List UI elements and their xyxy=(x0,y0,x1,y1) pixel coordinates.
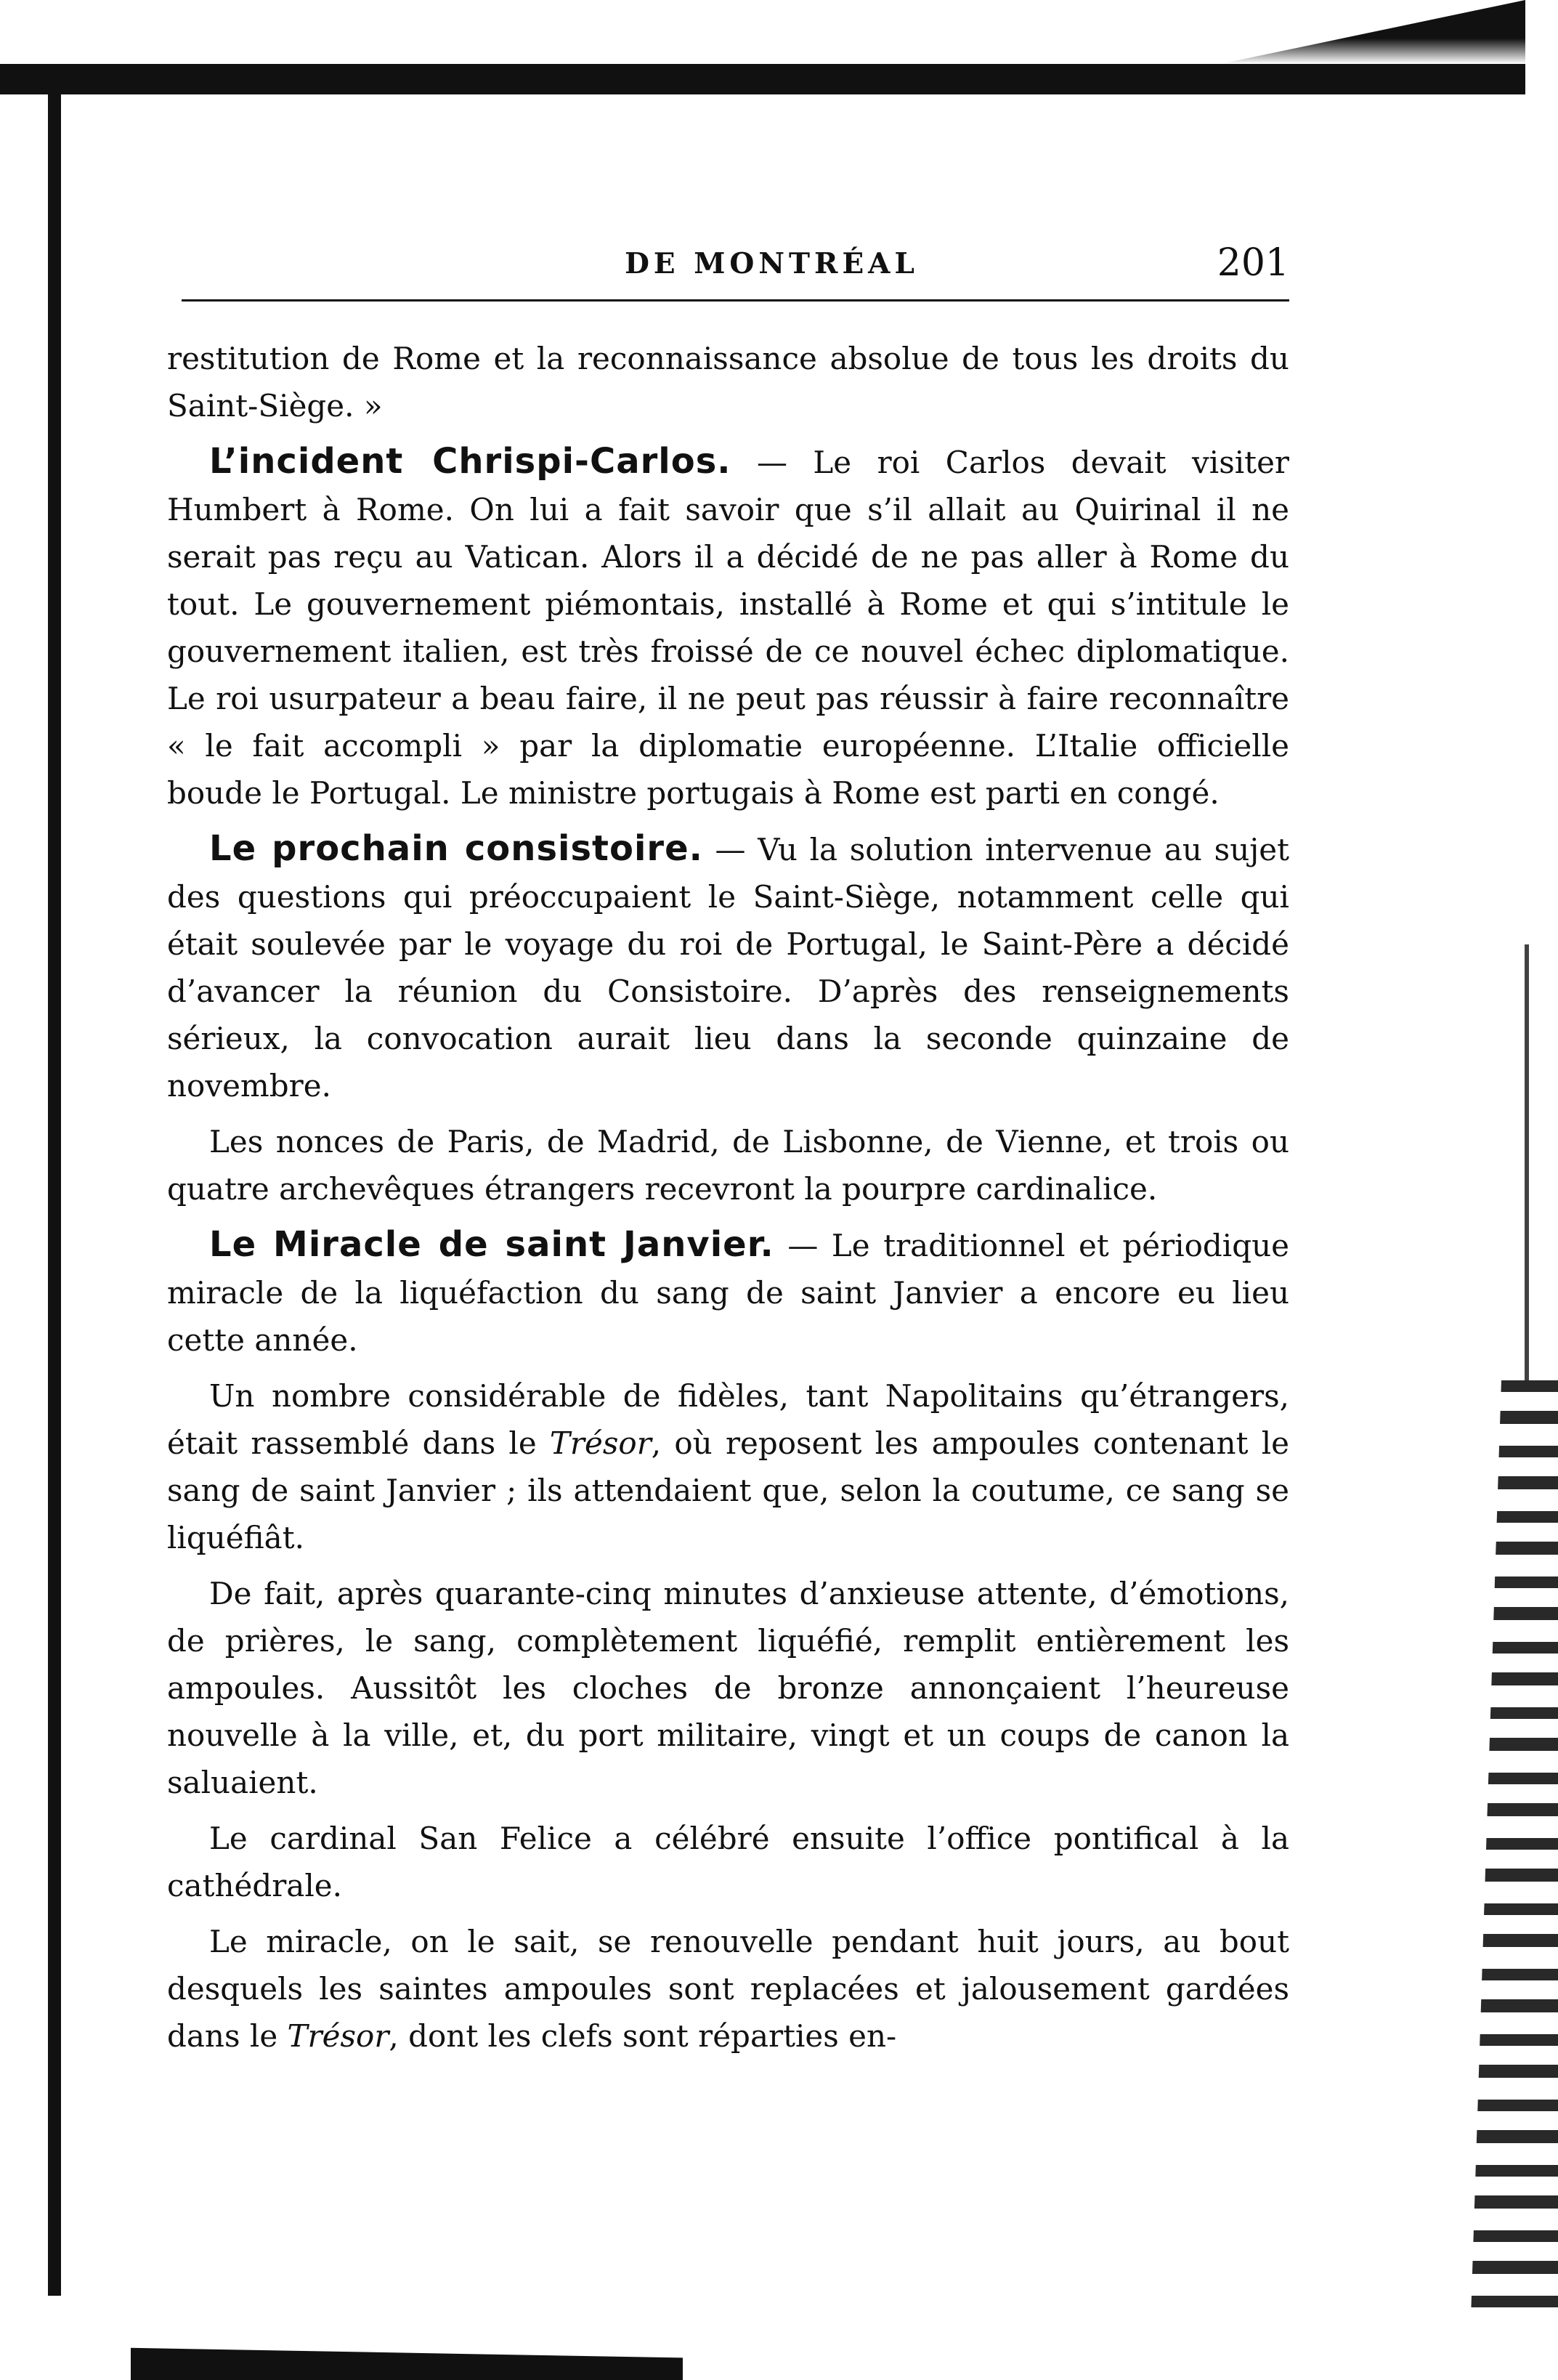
italic-word: Trésor xyxy=(287,2018,389,2054)
paragraph-nonces xyxy=(167,1118,1289,1213)
paragraph-text: restitution de Rome et la reconnaissance absolue de tous les droits du Saint-Siège. » xyxy=(167,341,1289,424)
page-number: 201 xyxy=(1217,241,1289,285)
paragraph-text: Les nonces de Paris, de Madrid, de Lisbonne, de Vienne, et trois ou quatre archevêques étrangers recevront la pourpre cardinalice. xyxy=(167,1124,1289,1207)
scan-top-border xyxy=(0,64,1525,94)
scan-bottom-border xyxy=(131,2331,683,2380)
paragraph-text: Le cardinal San Felice a célébré ensuite l’office pontifical à la cathédrale. xyxy=(167,1821,1289,1903)
running-title: DE MONTRÉAL xyxy=(625,247,919,280)
paragraph-miracle-renouvelle xyxy=(167,1918,1289,2060)
section-text: — Le traditionnel et périodique miracle de la liquéfaction du sang de saint Janvier a encore eu lieu cette année. xyxy=(167,1228,1289,1358)
paragraph-cardinal xyxy=(167,1815,1289,1909)
paragraph-de-fait xyxy=(167,1570,1289,1806)
paragraph-text: Le miracle, on le sait, se renouvelle pendant huit jours, au bout desquels les saintes ampoules sont replacées et jalousement gardées dans le xyxy=(167,1924,1289,2054)
paragraph-text: , dont les clefs sont réparties en- xyxy=(389,2018,897,2054)
section-text: — Le roi Carlos devait visiter Humbert à Rome. On lui a fait savoir que s’il allait au Quirinal il ne serait pas reçu au Vatican. Alors il a décidé de ne pas aller à Rome du tout. Le gouvernement piémontais, installé à Rome et qui s’intitule le gouvernement italien, est très froissé de ce nouvel échec diplomatique. Le roi usurpateur a beau faire, il ne peut pas réussir à faire reconnaître « le fait accompli » par la diplomatie européenne. L’Italie officielle boude le Portugal. Le ministre portugais à Rome est parti en congé. xyxy=(167,445,1289,811)
paragraph-fideles xyxy=(167,1372,1289,1561)
body-text xyxy=(167,335,1289,2060)
scan-right-edge-noise xyxy=(1471,1380,1558,2318)
paragraph-text: , où reposent les ampoules contenant le sang de saint Janvier ; ils attendaient que, selon la coutume, ce sang se liquéfiât. xyxy=(167,1425,1289,1555)
scan-right-edge-line xyxy=(1525,944,1529,1380)
section-prochain-consistoire xyxy=(167,825,1289,1109)
section-heading: Le prochain consistoire. xyxy=(209,828,703,869)
section-heading: Le Miracle de saint Janvier. xyxy=(209,1224,774,1265)
italic-word: Trésor xyxy=(549,1425,652,1461)
section-miracle-saint-janvier xyxy=(167,1221,1289,1364)
section-heading: L’incident Chrispi-Carlos. xyxy=(209,441,731,482)
book-page xyxy=(167,241,1289,2068)
header-rule xyxy=(182,299,1289,301)
paragraph-restitution xyxy=(167,335,1289,429)
section-text: — Vu la solution intervenue au sujet des questions qui préoccupaient le Saint-Siège, notamment celle qui était soulevée par le voyage du roi de Portugal, le Saint-Père a décidé d’avancer la réunion du Consistoire. D’après des renseignements sérieux, la convocation aurait lieu dans la seconde quinzaine de novembre. xyxy=(167,832,1289,1104)
section-incident-chrispi-carlos xyxy=(167,438,1289,817)
paragraph-text: De fait, après quarante-cinq minutes d’anxieuse attente, d’émotions, de prières, le sang, complètement liquéfié, remplit entièrement les ampoules. Aussitôt les cloches de bronze annonçaient l’heureuse nouvelle à la ville, et, du port militaire, vingt et un coups de canon la saluaient. xyxy=(167,1576,1289,1800)
running-head xyxy=(167,241,1289,295)
scan-left-border xyxy=(48,87,61,2296)
paragraph-text: Un nombre considérable de fidèles, tant Napolitains qu’étrangers, était rassemblé dans le xyxy=(167,1378,1289,1461)
